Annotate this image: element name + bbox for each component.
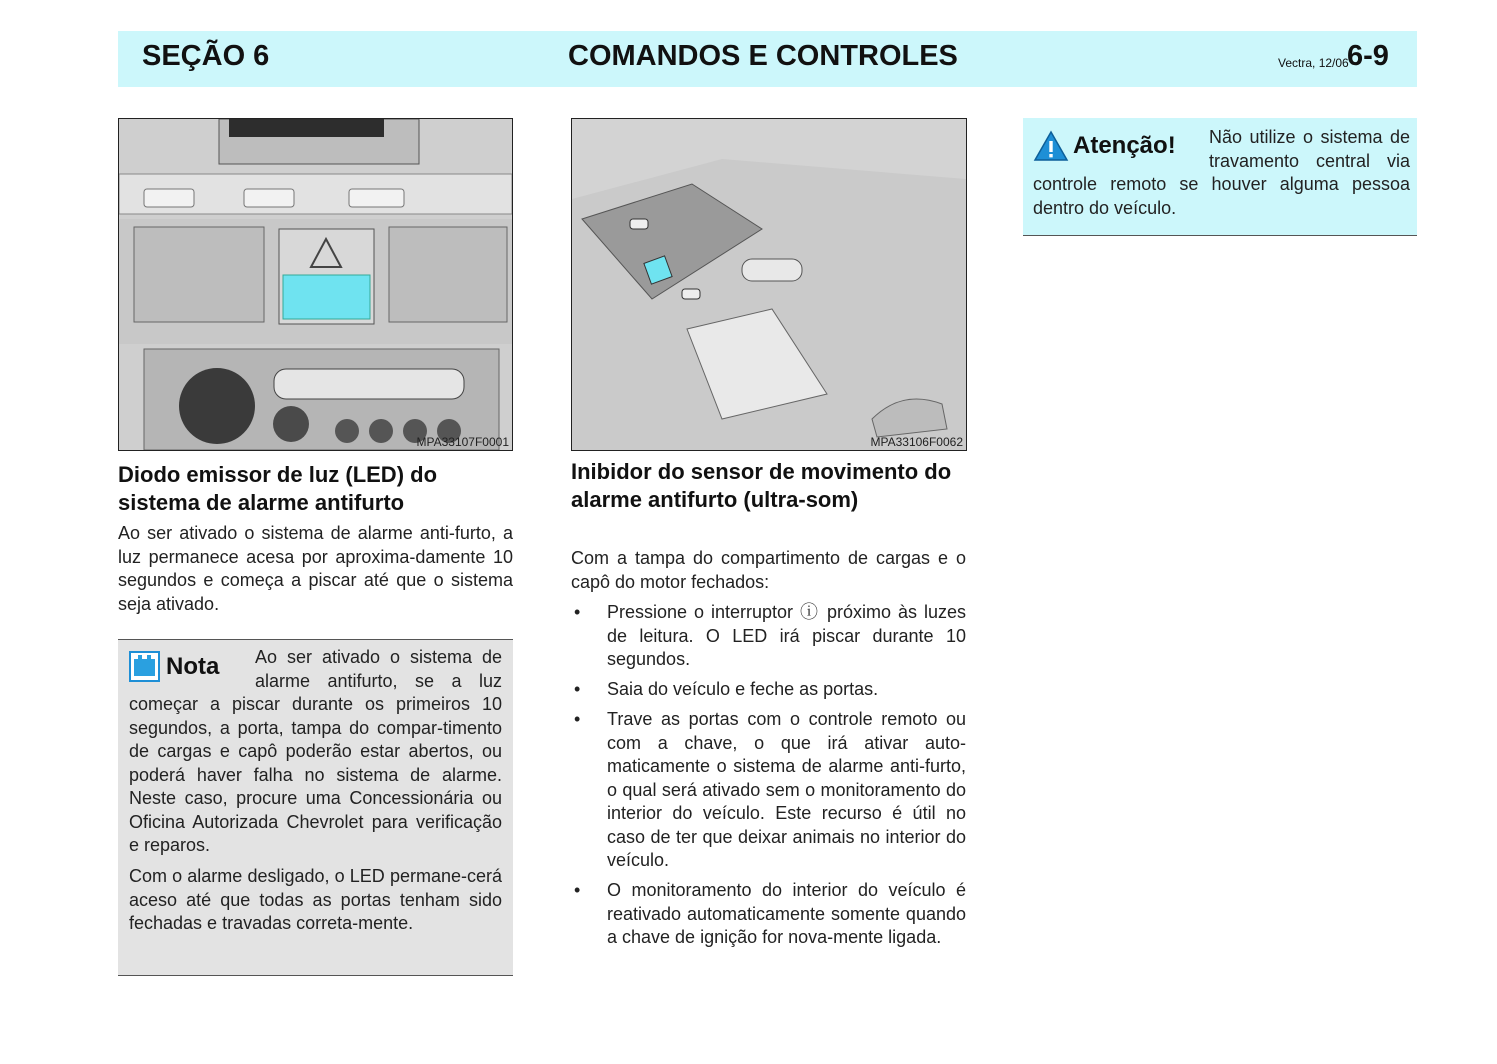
note-box [118,639,513,976]
warning-label: Atenção! [1073,132,1176,159]
dashboard-led-photo [118,118,513,451]
note-text-2: Com o alarme desligado, o LED permane-cerá aceso até que todas as portas tenham sido fechadas e travadas correta-mente. [129,866,502,933]
sensor-heading: Inibidor do sensor de movimento do alarme antifurto (ultra-som) [571,459,952,512]
dashboard-illustration [119,119,512,450]
edition-label: Vectra, 12/06 [1278,56,1349,70]
warning-box [1023,118,1417,236]
led-paragraph: Ao ser ativado o sistema de alarme anti-furto, a luz permanece acesa por aproxima-damente 10 segundos e começa a piscar até que o sistema seja ativado. [118,523,513,614]
page-header [118,31,1417,87]
warning-header [1033,130,1176,162]
chapter-title: COMANDOS E CONTROLES [568,40,958,72]
note-header [129,651,219,682]
warning-triangle-icon [1033,130,1069,162]
page-number: 6-9 [1347,40,1389,72]
sensor-paragraph: Com a tampa do compartimento de cargas e o capô do motor fechados: [571,548,966,592]
section-label: SEÇÃO 6 [142,40,270,72]
list-item: • Pressione o interruptor ⓘ próximo às luzes de leitura. O LED irá piscar durante 10 segundos. [571,601,966,672]
console-illustration [572,119,966,450]
instruction-list [571,601,966,956]
nota-icon [129,651,160,682]
led-heading: Diodo emissor de luz (LED) do sistema de alarme antifurto [118,462,438,515]
list-item: • Saia do veículo e feche as portas. [571,678,966,702]
list-item: • Trave as portas com o controle remoto ou com a chave, o que irá ativar auto-maticamente o sistema de alarme anti-furto, o qual será ativado sem o monitoramento do interior do veículo. Este recurso é útil no caso de ter que deixar animais no interior do veículo. [571,708,966,873]
note-label: Nota [166,652,220,680]
note-text-1: Ao ser ativado o sistema de alarme antifurto, se a luz começar a piscar durante os primeiros 10 segundos, a porta, tampa do compar-timento de cargas e capô poderão estar abertos, ou poderá haver falha no sistema de alarme. Neste caso, procure uma Concessionária ou Oficina Autorizada Chevrolet para verificação e reparos. [129,647,502,855]
list-item: • O monitoramento do interior do veículo é reativado automaticamente somente quando a chave de ignição for nova-mente ligada. [571,879,966,950]
image-code: MPA33106F0062 [870,435,963,449]
warning-text: Não utilize o sistema de travamento central via controle remoto se houver alguma pessoa dentro do veículo. [1033,127,1410,218]
power-switch-icon: ⓘ [800,602,821,622]
overhead-console-photo [571,118,967,451]
image-code: MPA33107F0001 [416,435,509,449]
